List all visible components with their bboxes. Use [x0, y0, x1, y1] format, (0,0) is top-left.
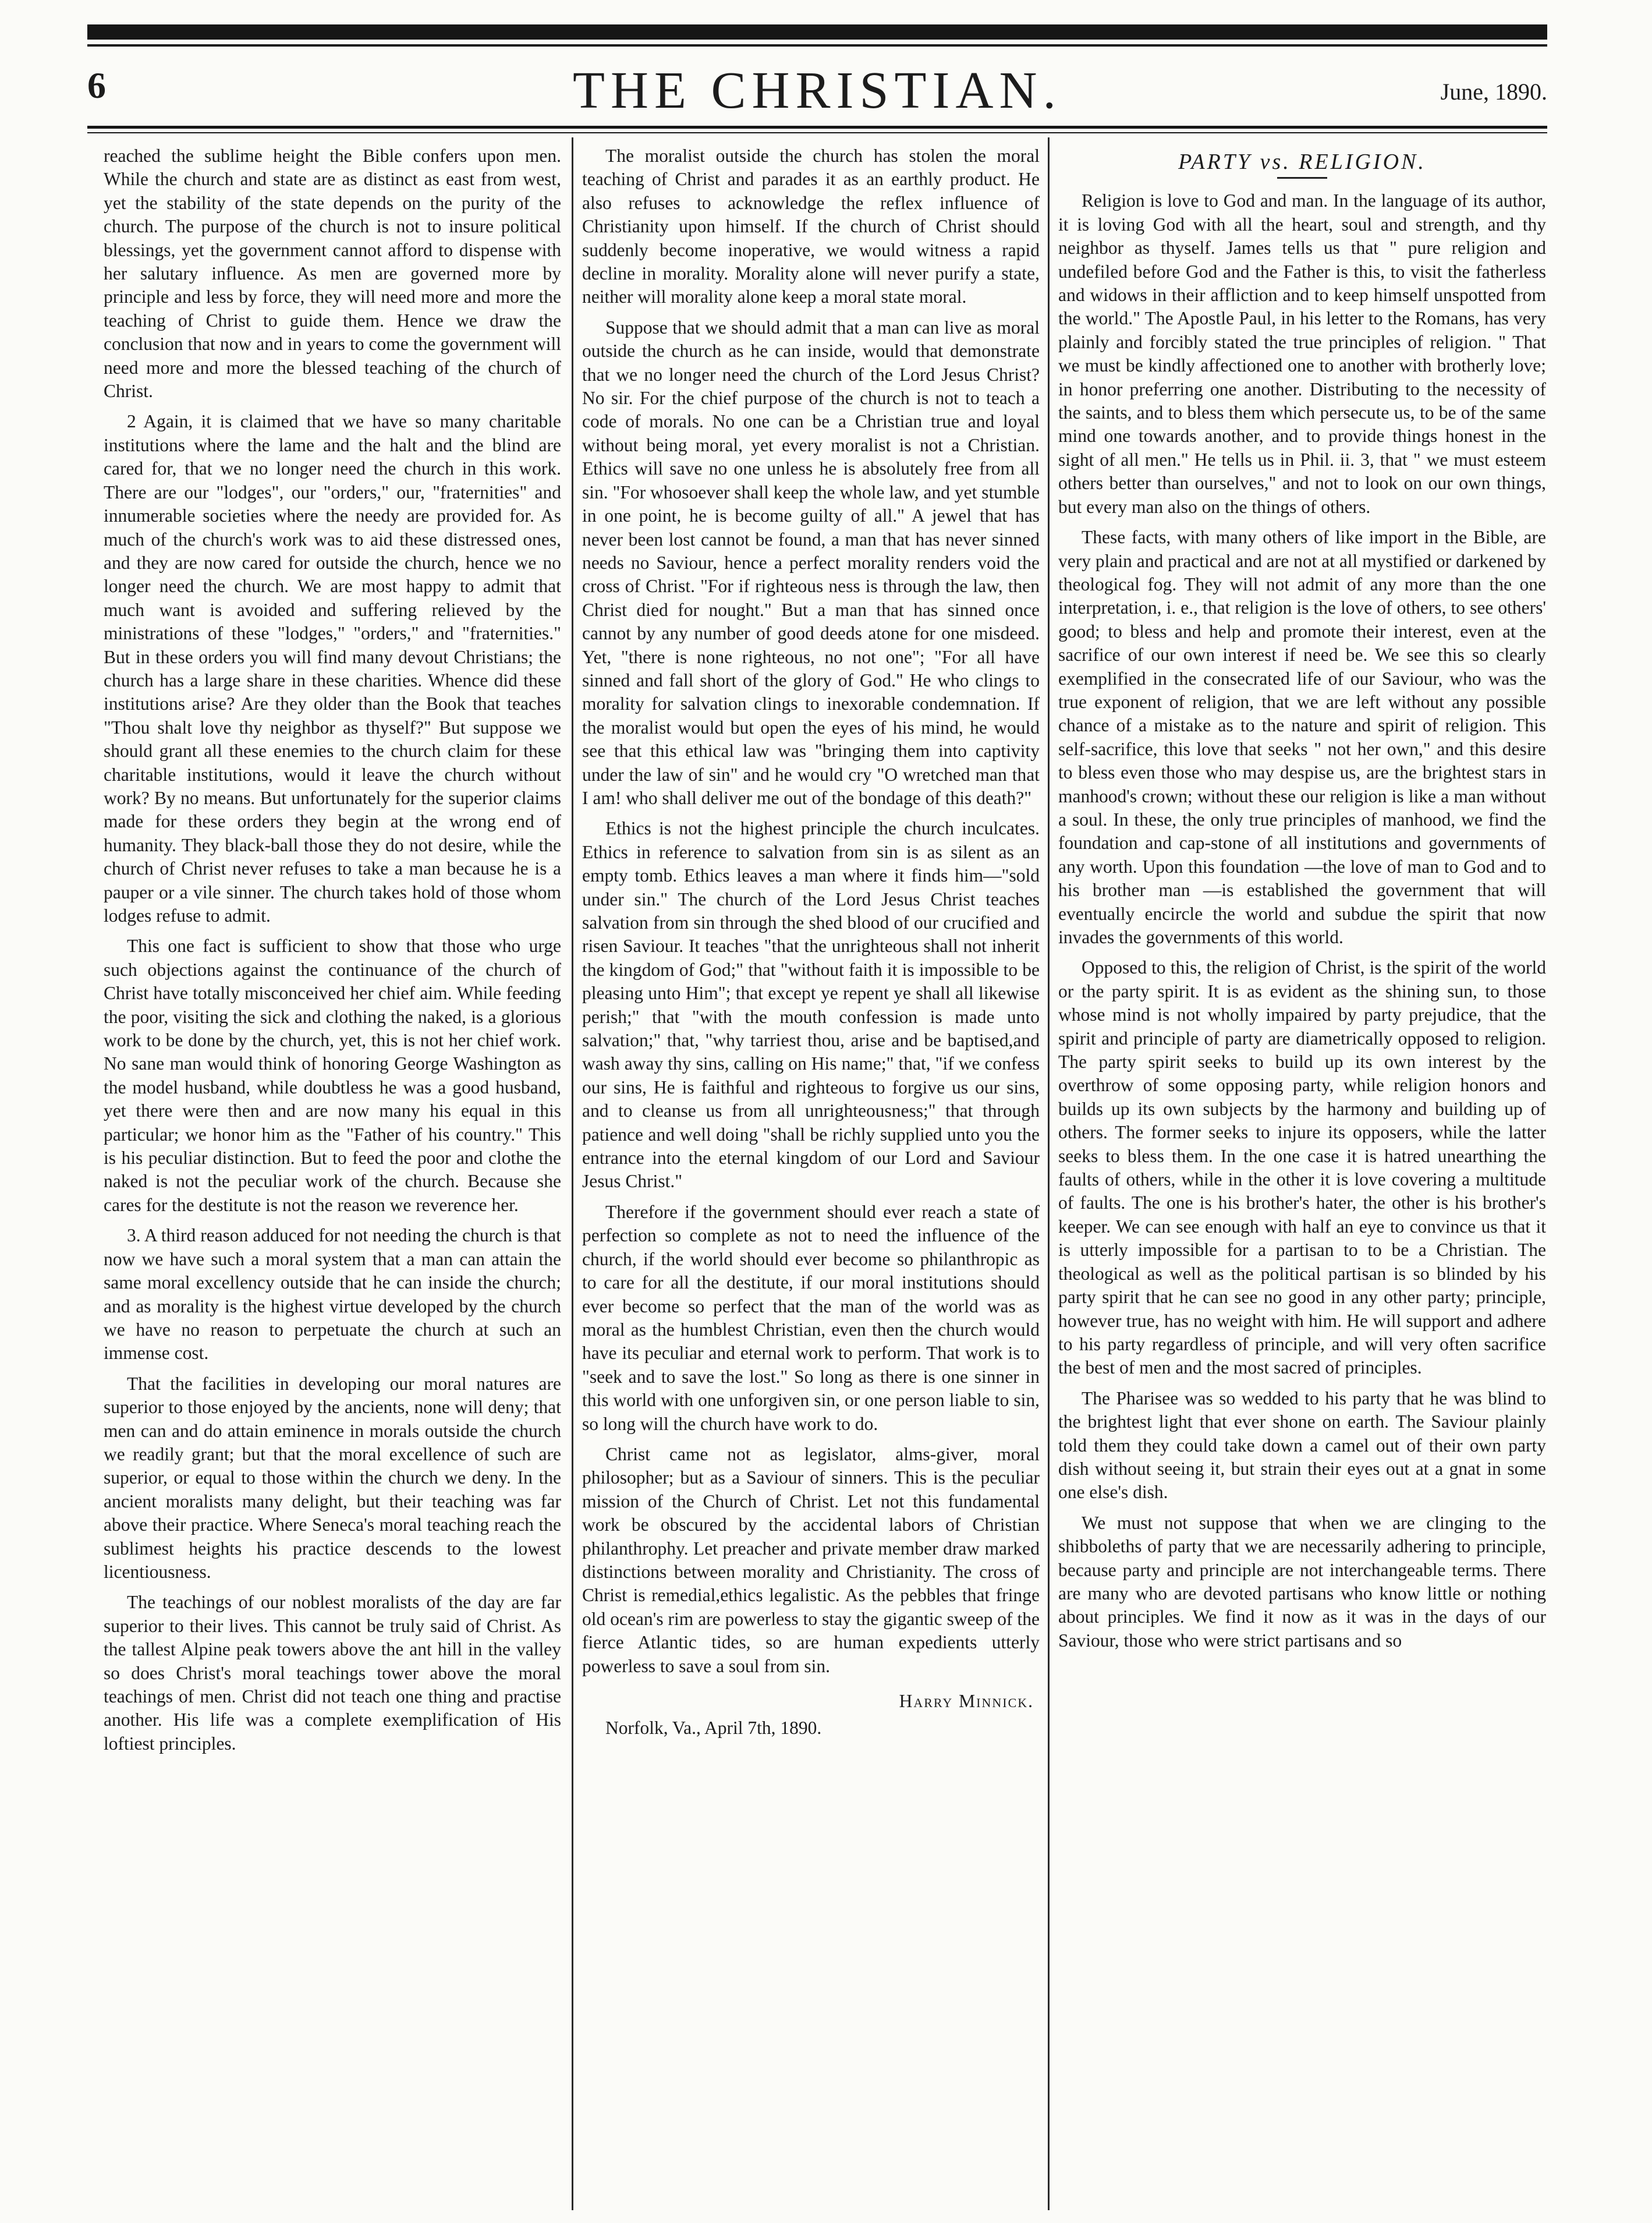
- col1-paragraph-2: 2 Again, it is claimed that we have so many charitable institutions where the lame and the halt and the blind are cared for, that we no longer need the church in this work. There are our "lodges", our "orders," our, "fraternities" and innumerable societies where the needy are provided for. As much of the church's work was to aid these distressed ones, and they are now cared for outside the church, hence we no longer need the church. We are most happy to admit that much want is avoided and suffering relieved by the ministrations of these "lodges," "orders," and "fraternities." But in these orders you will find many devout Christians; the church has a large share in these charities. Whence did these institutions arise? Are they older than the Book that teaches "Thou shalt love thy neighbor as thyself?" But suppose we should grant all these enemies to the church claim for these charitable institutions, would it leave the church without work? By no means. But unfortunately for the superior claims made for these orders they begin at the wrong end of humanity. They black-ball those they do not desire, while the church of Christ never refuses to take a man because he is a pauper or a vile sinner. The church takes hold of those whom lodges refuse to admit.: [104, 411, 561, 926]
- masthead-thin-rule: [87, 44, 1547, 47]
- col1-paragraph-5: That the facilities in developing our moral natures are superior to those enjoyed by the ancients, none will deny; that men can and do attain eminence in morals outside the church we readily grant; but that the moral excellence of such are superior, or equal to those within the church we deny. In the ancient moralists many delight, but their teaching was far above their practice. Where Seneca's moral teaching reach the sublimest heights his practice descends to the lowest licentiousness.: [104, 1373, 561, 1582]
- column-divider-2: [1048, 137, 1050, 2210]
- col3-paragraph-5: We must not suppose that when we are clinging to the shibboleths of party that we are necessarily adhering to principle, because party and principle are not interchangeable terms. There are many who are devoted partisans who know little or nothing about principles. We find it now as it was in the days of our Saviour, those who were strict partisans and so: [1058, 1512, 1546, 1651]
- col3-paragraph-3: Opposed to this, the religion of Christ, is the spirit of the world or the party spirit. It is as evident as the shining sun, to those whose mind is not wholly impaired by party prejudice, that the spirit and principle of party are diametrically opposed to religion. The party spirit seeks to build up its own interest by the overthrow of some opposing party, while religion honors and builds up its own subjects by the harmony and building up of others. The former seeks to injure its opposers, while the latter seeks to bless them. In the one case it is hatred unearthing the faults of others, while in the other it is love covering a multitude of faults. The one is his brother's hater, the other is his brother's keeper. We can see enough with half an eye to convince us that it is utterly impossible for a partisan to to be a Christian. The theological as well as the political partisan is so blinded by his party spirit that he can see no good in any other party; principle, however true, has no weight with him. He will support and adhere to his party regardless of principle, and will very often sacrifice the best of men and the most sacred of principles.: [1058, 957, 1546, 1378]
- issue-date: June, 1890.: [1440, 79, 1547, 105]
- masthead: [87, 61, 1547, 125]
- col2-paragraph-4: Therefore if the government should ever reach a state of perfection so complete as not to need the influence of the church, if the world should ever become so philanthropic as to care for all the destitute, if our moral institutions should ever become so perfect that the man of the world was as moral as the humblest Christian, even then the church would have its peculiar and eternal work to perform. That work is to "seek and to save the lost." So long as there is one sinner in this world with one unforgiven sin, or one person liable to sin, so long will the church have work to do.: [582, 1201, 1040, 1434]
- newspaper-title: THE CHRISTIAN.: [573, 62, 1062, 119]
- col2-paragraph-1: The moralist outside the church has stolen the moral teaching of Christ and parades it as an earthly product. He also refuses to acknowledge the reflex influence of Christianity upon himself. If the church of Christ should suddenly become inoperative, we would witness a rapid decline in morality. Morality alone will never purify a state, neither will morality alone keep a moral state moral.: [582, 146, 1040, 307]
- author-signature: Harry Minnick.: [899, 1691, 1034, 1711]
- page-number: 6: [87, 65, 106, 106]
- col2-paragraph-3: Ethics is not the highest principle the church inculcates. Ethics in reference to salvation from sin is as silent as an empty tomb. Ethics leaves a man where it finds him—"sold under sin." The church of the Lord Jesus Christ teaches salvation from sin through the shed blood of our crucified and risen Saviour. It teaches "that the unrighteous shall not inherit the kingdom of God;" that "without faith it is impossible to be pleasing unto Him"; that except ye repent ye shall all likewise perish;" that "with the mouth confession is made unto salvation;" that, "why tarriest thou, arise and be baptised,and wash away thy sins, calling on His name;" that, "if we confess our sins, He is faithful and righteous to forgive us our sins, and to cleanse us from all unrighteousness;" that through patience and well doing "shall be richly supplied unto you the entrance into the eternal kingdom of our Lord and Saviour Jesus Christ.": [582, 818, 1040, 1192]
- masthead-bottom-thin-rule: [87, 132, 1547, 133]
- masthead-bottom-rule: [87, 126, 1547, 129]
- col1-paragraph-4: 3. A third reason adduced for not needing the church is that now we have such a moral system that a man can attain the same moral excellency outside that he can inside the church; and as morality is the highest virtue developed by the church we have no reason to perpetuate the church at such an immense cost.: [104, 1225, 561, 1364]
- article-title-rule: [1277, 177, 1327, 179]
- col2-paragraph-5: Christ came not as legislator, alms-giver, moral philosopher; but as a Saviour of sinners. This is the peculiar mission of the Church of Christ. Let not this fundamental work be obscured by the accidental labors of Christian philanthrophy. Let preacher and private member draw marked distinctions between morality and Christianity. The cross of Christ is remedial,ethics legalistic. As the pebbles that fringe old ocean's rim are powerless to stay the gigantic sweep of the fierce Atlantic tides, so are human expedients utterly powerless to save a soul from sin.: [582, 1443, 1040, 1676]
- masthead-top-rule: [87, 24, 1547, 40]
- column-2: [582, 144, 1040, 2206]
- col3-paragraph-4: The Pharisee was so wedded to his party that he was blind to the brightest light that ever shone on earth. The Saviour plainly told them they could take down a camel out of their own party dish without seeing it, but strain their eyes out at a gnat in some one else's dish.: [1058, 1387, 1546, 1503]
- col1-paragraph-1: reached the sublime height the Bible confers upon men. While the church and state are as distinct as east from west, yet the stability of the state depends on the purity of the church. The purpose of the church is not to insure political blessings, yet the government cannot afford to dispense with her salutary influence. As men are governed more by principle and less by force, they will need more and more the teaching of Christ to guide them. Hence we draw the conclusion that now and in years to come the government will need more and more the blessed teaching of the church of Christ.: [104, 146, 561, 402]
- col3-paragraph-1: Religion is love to God and man. In the language of its author, it is loving God with all the heart, soul and strength, and thy neighbor as thyself. James tells us that " pure religion and undefiled before God and the Father is this, to visit the fatherless and widows in their affliction and to keep himself unspotted from the world." The Apostle Paul, in his letter to the Romans, has very plainly and forcibly stated the true principles of religion. " That we must be kindly affectioned one to another with brotherly love; in honor preferring one another. Distributing to the necessity of the saints, and to bless them which persecute us, to be of the same mind one towards another, and to provide things honest in the sight of all men." He tells us in Phil. ii. 3, that " we must esteem others better than ourselves," and not to look on our own things, but every man also on the things of others.: [1058, 190, 1546, 517]
- dateline: Norfolk, Va., April 7th, 1890.: [605, 1718, 822, 1739]
- col2-paragraph-2: Suppose that we should admit that a man can live as moral outside the church as he can inside, would that demonstrate that we no longer need the church of the Lord Jesus Christ? No sir. For the chief purpose of the church is not to teach a code of morals. No one can be a Christian true and loyal without being moral, yet every moralist is not a Christian. Ethics will save no one unless he is absolutely free from all sin. "For whosoever shall keep the whole law, and yet stumble in one point, he is become guilty of all." A jewel that has never been lost cannot be found, a man that has never sinned needs no Saviour, hence a perfect morality renders void the cross of Christ. "For if righteous ness is through the law, then Christ died for nought." But a man that has sinned once cannot by any number of good deeds atone for one misdeed. Yet, "there is none righteous, no not one"; "For all have sinned and fall short of the glory of God." He who clings to morality for salvation clings to inexorable condemnation. If the moralist would but open the eyes of his mind, he would see that this ethical law was "bringing them into captivity under the law of sin" and he would cry "O wretched man that I am! who shall deliver me out of the bondage of this death?": [582, 317, 1040, 808]
- column-3: [1058, 144, 1546, 2206]
- column-1: [104, 144, 561, 2206]
- column-divider-1: [572, 137, 573, 2210]
- article-title: PARTY vs. RELIGION.: [1178, 150, 1426, 174]
- col1-paragraph-3: This one fact is sufficient to show that those who urge such objections against the continuance of the church of Christ have totally misconceived her chief aim. While feeding the poor, visiting the sick and clothing the naked, is a glorious work to be done by the church, yet, this is not her chief work. No sane man would think of honoring George Washington as the model husband, while doubtless he was a good husband, yet there were then and are now many his equal in this particular; we honor him as the "Father of his country." This is his peculiar distinction. But to feed the poor and clothe the naked is not the peculiar work of the church. Because she cares for the destitute is not the reason we reverence her.: [104, 936, 561, 1215]
- col3-paragraph-2: These facts, with many others of like import in the Bible, are very plain and practical and are not at all mystified or darkened by theological fog. They will not admit of any more than the one interpretation, i. e., that religion is the love of others, to see others' good; to bless and help and promote their interest, even at the sacrifice of our own interest if need be. We see this so clearly exemplified in the consecrated life of our Saviour, who was the true exponent of religion, that we are left without any possible chance of a mistake as to the nature and spirit of religion. This self-sacrifice, this love that seeks " not her own," and this desire to bless even those who may despise us, are the brightest stars in manhood's crown; without these our religion is like a man without a soul. In these, the only true principles of manhood, we find the foundation and cap-stone of all institutions and governments of any worth. Upon this foundation —the love of man to God and to his brother man —is established the government that will eventually encircle the world and subdue the spirit that now invades the governments of this world.: [1058, 527, 1546, 947]
- col1-paragraph-6: The teachings of our noblest moralists of the day are far superior to their lives. This cannot be truly said of Christ. As the tallest Alpine peak towers above the ant hill in the valley so does Christ's moral teachings tower above the moral teachings of men. Christ did not teach one thing and practise another. His life was a complete exemplification of His loftiest principles.: [104, 1592, 561, 1754]
